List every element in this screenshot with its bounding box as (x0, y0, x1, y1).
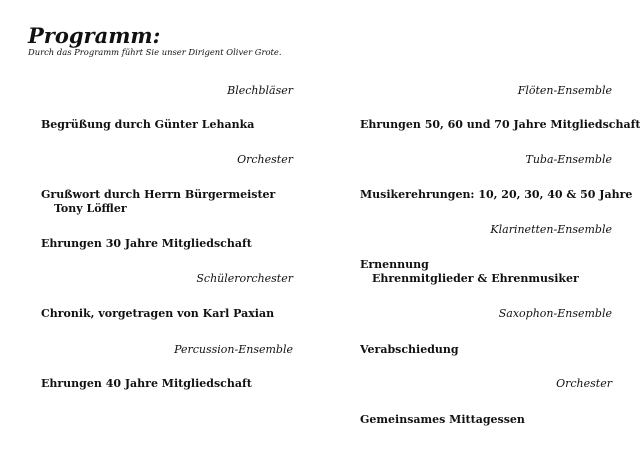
performer-orchester-finale: Orchester (556, 377, 612, 390)
performer-floeten-ensemble: Flöten-Ensemble (517, 84, 612, 97)
ernennung-line-1: Ernennung (360, 258, 429, 271)
program-item-verabschiedung: Verabschiedung (360, 343, 459, 356)
program-item-musikerehrungen: Musikerehrungen: 10, 20, 30, 40 & 50 Jahre (360, 188, 633, 201)
program-item-begruessung: Begrüßung durch Günter Lehanka (41, 118, 255, 131)
program-item-grusswort (41, 188, 275, 216)
grusswort-line-2: Tony Löffler (54, 202, 127, 215)
performer-schuelerorchester: Schülerorchester (196, 272, 293, 285)
grusswort-line-1: Grußwort durch Herrn Bürgermeister (41, 188, 276, 201)
performer-klarinetten-ensemble: Klarinetten-Ensemble (490, 223, 612, 236)
program-item-ehrungen-30: Ehrungen 30 Jahre Mitgliedschaft (41, 237, 252, 250)
performer-saxophon-ensemble: Saxophon-Ensemble (498, 307, 612, 320)
program-item-ernennung (360, 258, 579, 286)
program-subtitle: Durch das Programm führt Sie unser Dirigent Oliver Grote. (28, 47, 282, 57)
ernennung-line-2: Ehrenmitglieder & Ehrenmusiker (372, 272, 579, 285)
performer-blechblaeser: Blechbläser (227, 84, 293, 97)
program-item-ehrungen-50-60-70: Ehrungen 50, 60 und 70 Jahre Mitgliedschaft (360, 118, 640, 131)
program-title: Programm: (28, 23, 161, 48)
performer-orchester: Orchester (237, 153, 293, 166)
program-item-chronik: Chronik, vorgetragen von Karl Paxian (41, 307, 275, 320)
program-item-mittagessen: Gemeinsames Mittagessen (360, 413, 525, 426)
performer-tuba-ensemble: Tuba-Ensemble (525, 153, 612, 166)
performer-percussion-ensemble: Percussion-Ensemble (174, 343, 293, 356)
program-item-ehrungen-40: Ehrungen 40 Jahre Mitgliedschaft (41, 377, 252, 390)
